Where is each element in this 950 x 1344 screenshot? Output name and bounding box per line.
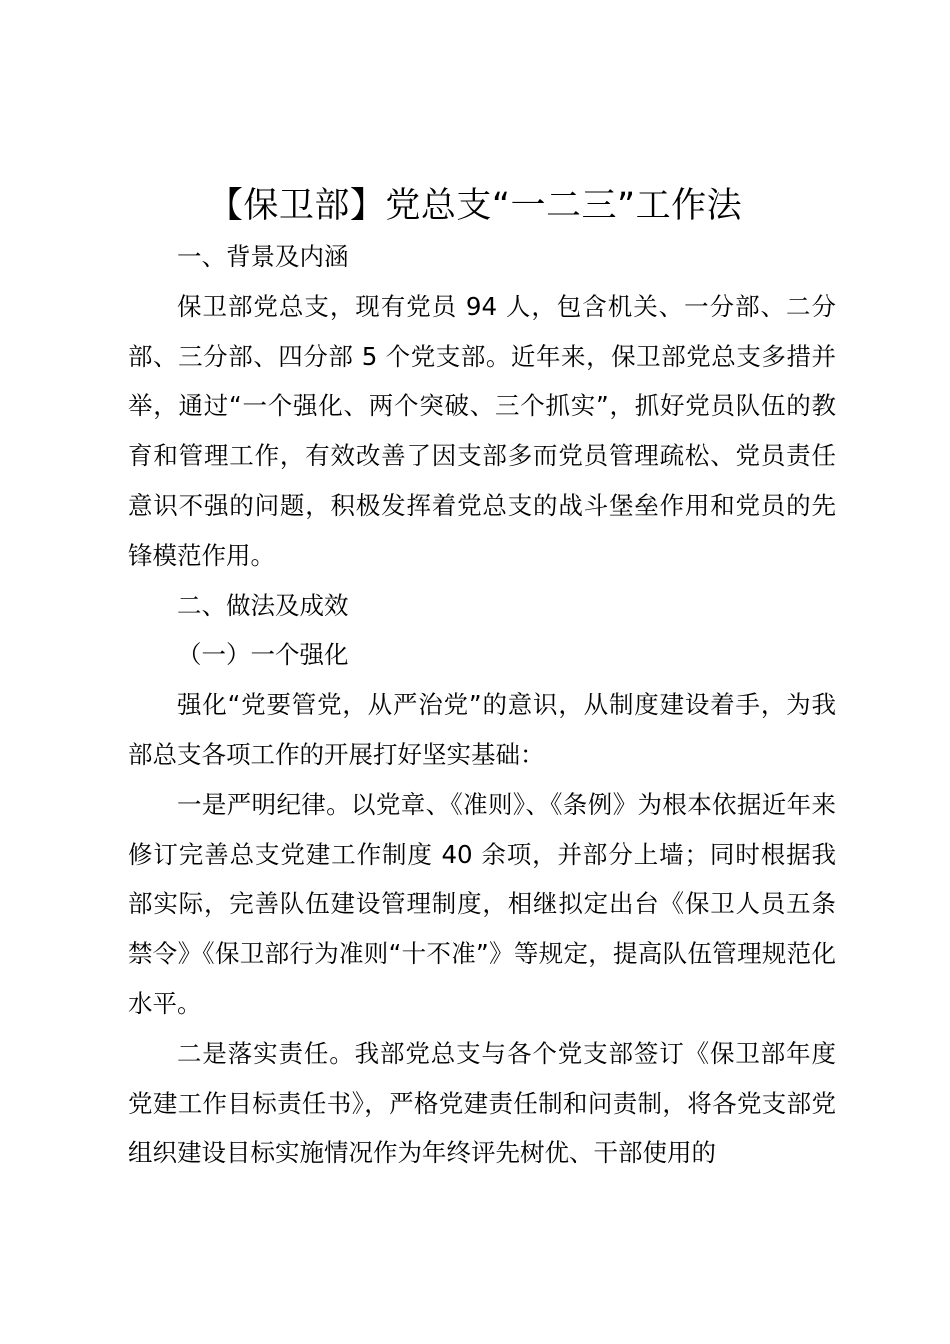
paragraph-strengthen-intro: 强化“党要管党，从严治党”的意识，从制度建设着手，为我部总支各项工作的开展打好坚实基础： (128, 690, 836, 769)
document-title: 【保卫部】党总支“一二三”工作法 (207, 186, 743, 226)
paragraph-responsibility: 二是落实责任。我部党总支与各个党支部签订《保卫部年度党建工作目标责任书》，严格党建责任制和问责制，将各党支部党组织建设目标实施情况作为年终评先树优、干部使用的 (128, 1038, 836, 1168)
document-body (128, 232, 836, 1178)
section-heading-methods: 二、做法及成效 (177, 590, 349, 620)
paragraph-discipline: 一是严明纪律。以党章、《准则》、《条例》为根本依据近年来修订完善总支党建工作制度 40 余项，并部分上墙；同时根据我部实际，完善队伍建设管理制度，相继拟定出台《保卫人员五条禁令》《保卫部行为准则“十不准”》等规定，提高队伍管理规范化水平。 (128, 789, 836, 1018)
paragraph-background: 保卫部党总支，现有党员 94 人，包含机关、一分部、二分部、三分部、四分部 5 个党支部。近年来，保卫部党总支多措并举，通过“一个强化、两个突破、三个抓实”，抓好党员队伍的教育和管理工作，有效改善了因支部多而党员管理疏松、党员责任意识不强的问题，积极发挥着党总支的战斗堡垒作用和党员的先锋模范作用。 (128, 291, 836, 570)
section-heading-background: 一、背景及内涵 (177, 242, 349, 271)
subsection-heading-one-strengthen: （一）一个强化 (177, 640, 349, 670)
